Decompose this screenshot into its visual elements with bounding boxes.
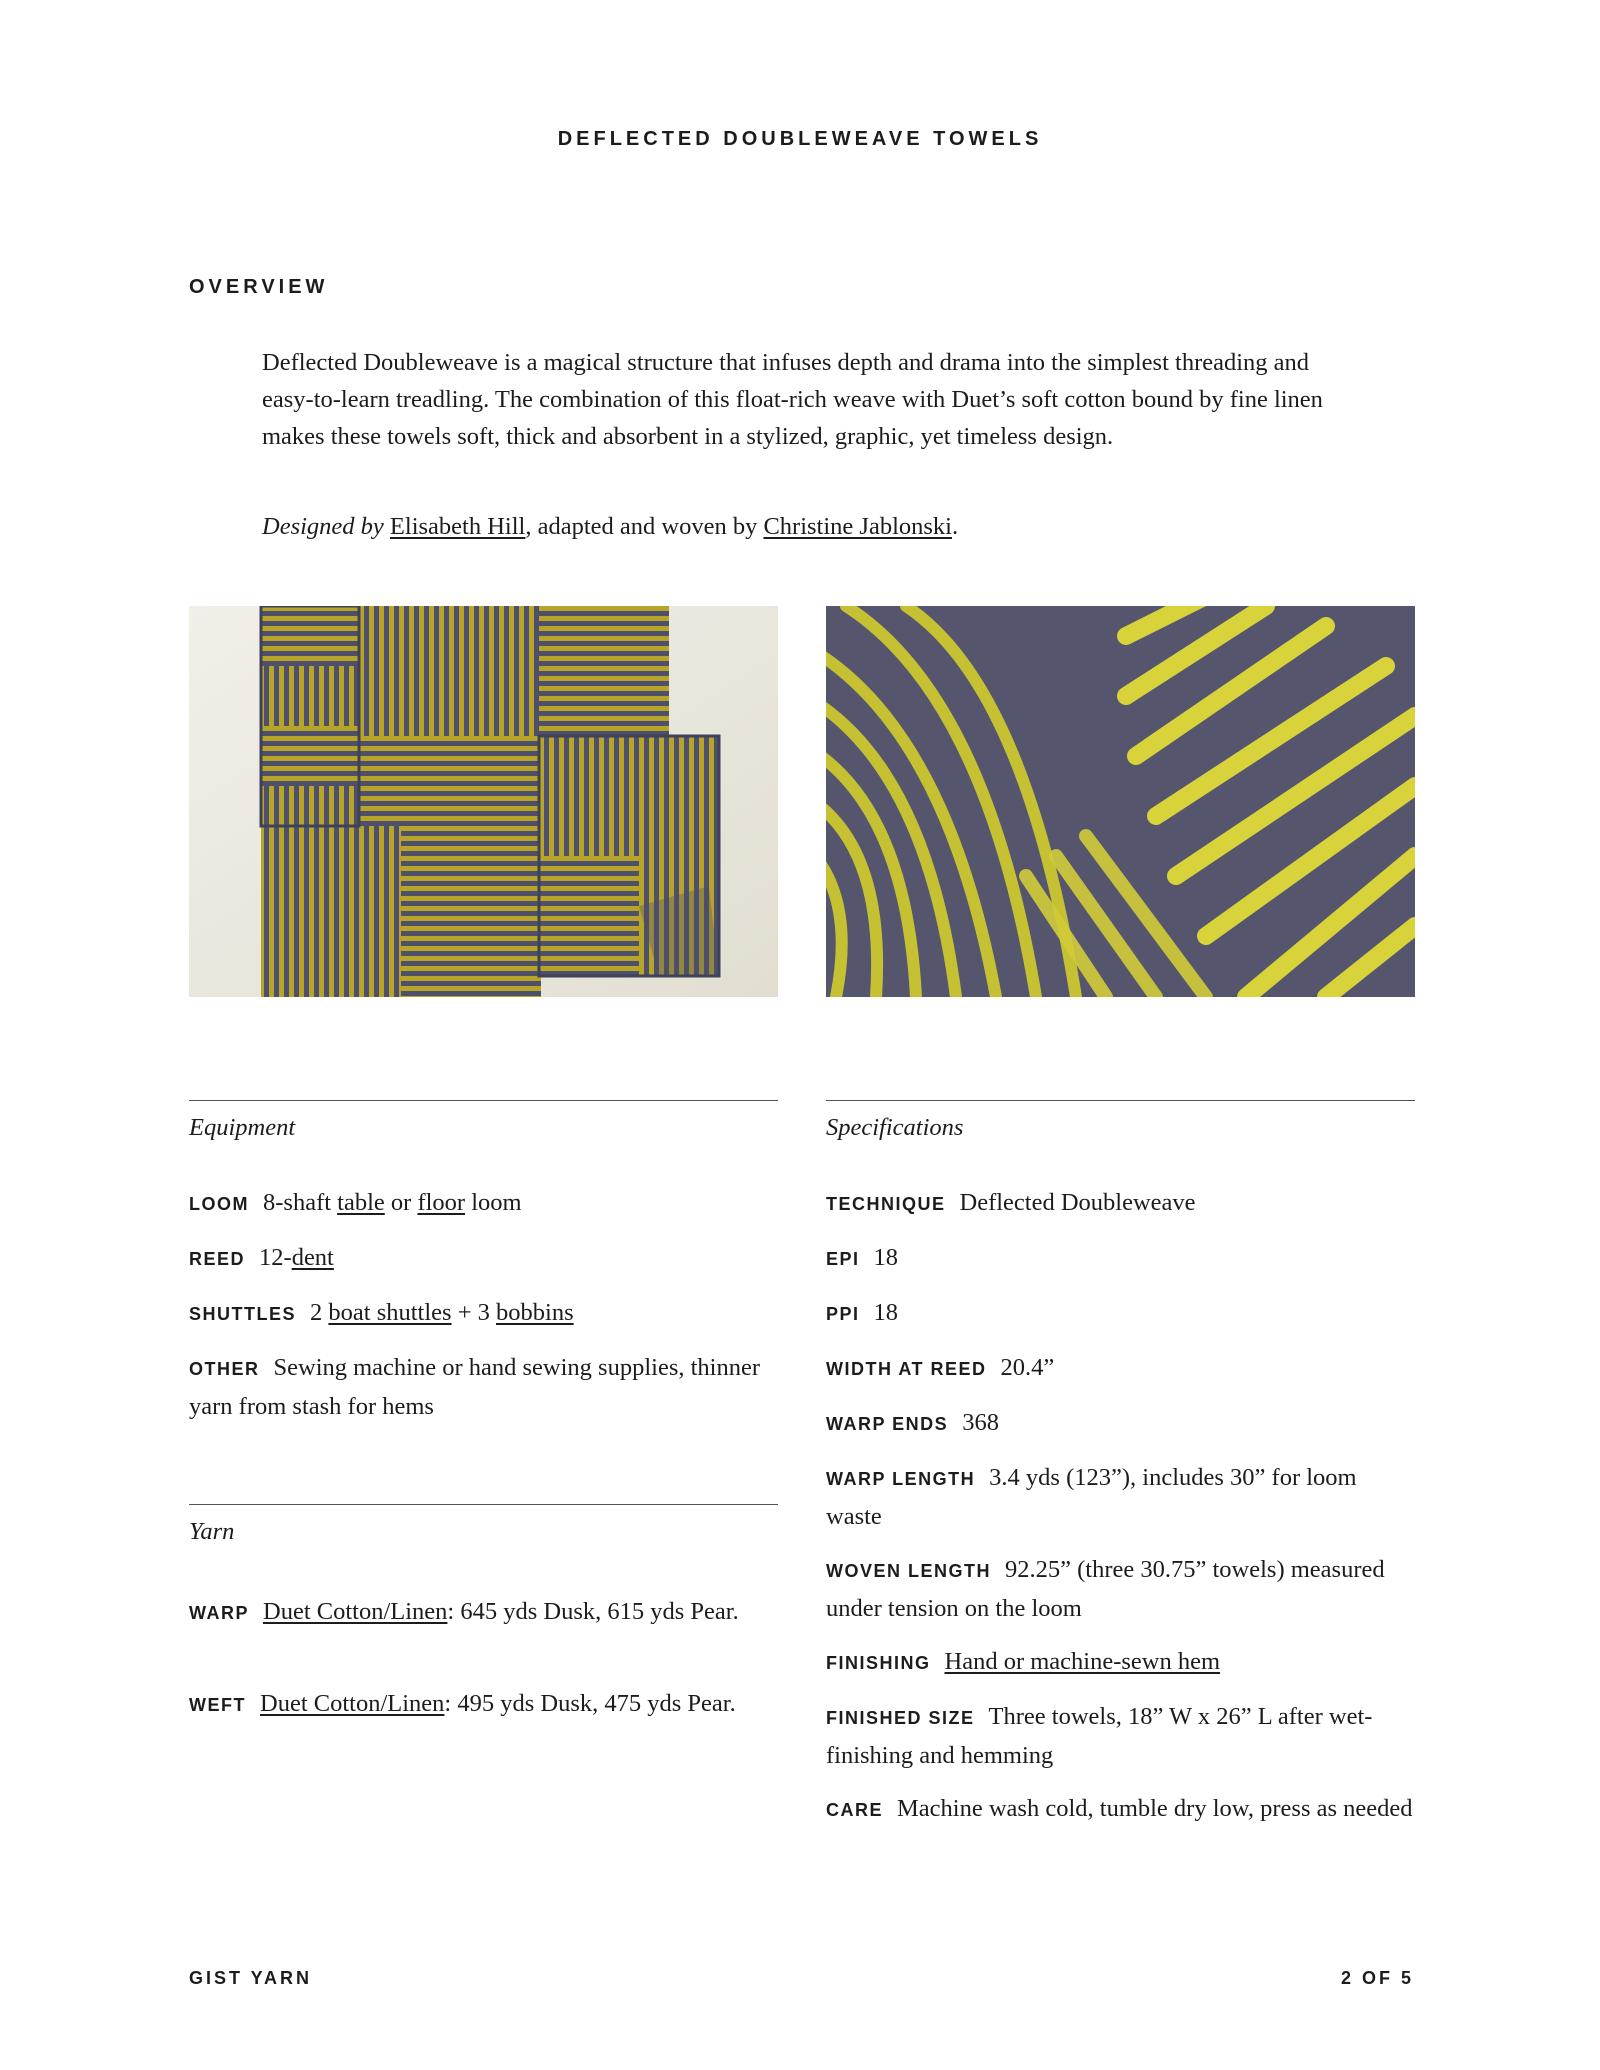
finished-size-value: Three towels, 18” W x 26” L after wet-finishing and hemming [826, 1703, 1373, 1769]
care-value: Machine wash cold, tumble dry low, press as needed [897, 1795, 1413, 1822]
weft-key: WEFT [189, 1695, 246, 1715]
epi-value: 18 [873, 1244, 899, 1271]
warp-ends-key: WARP ENDS [826, 1414, 949, 1434]
width-value: 20.4” [1000, 1354, 1055, 1381]
other-spec [189, 1349, 778, 1425]
other-value: Sewing machine or hand sewing supplies, thinner yarn from stash for hems [189, 1354, 761, 1420]
width-at-reed-spec [826, 1349, 1415, 1388]
equipment-divider [189, 1100, 778, 1101]
weft-yarn-link[interactable]: Duet Cotton/Linen [260, 1690, 445, 1717]
warp-length-spec [826, 1459, 1415, 1535]
hem-link[interactable]: Hand or machine-sewn hem [944, 1648, 1221, 1675]
warp-yarn-value: : 645 yds Dusk, 615 yds Pear. [447, 1598, 739, 1625]
specifications-label: Specifications [826, 1114, 964, 1141]
width-key: WIDTH AT REED [826, 1359, 987, 1379]
care-key: CARE [826, 1800, 884, 1820]
reed-spec [189, 1239, 778, 1278]
warp-ends-spec [826, 1404, 1415, 1443]
document-title: DEFLECTED DOUBLEWEAVE TOWELS [557, 128, 1043, 150]
yarn-divider [189, 1504, 778, 1505]
shuttles-text-mid: + 3 [451, 1299, 497, 1326]
loom-key: LOOM [189, 1194, 249, 1214]
weaver-link[interactable]: Christine Jablonski [763, 513, 952, 540]
technique-spec [826, 1184, 1415, 1223]
loom-text-mid: or [384, 1189, 418, 1216]
table-loom-link[interactable]: table [337, 1189, 385, 1216]
shuttles-text: 2 [310, 1299, 329, 1326]
technique-key: TECHNIQUE [826, 1194, 946, 1214]
finishing-key: FINISHING [826, 1653, 931, 1673]
credit-prefix: Designed by [262, 513, 384, 540]
reed-key: REED [189, 1249, 246, 1269]
warp-ends-value: 368 [962, 1409, 999, 1436]
floor-loom-link[interactable]: floor [417, 1189, 466, 1216]
weave-closeup-photo [826, 606, 1415, 997]
equipment-label: Equipment [189, 1114, 296, 1141]
finishing-spec [826, 1643, 1415, 1682]
overview-heading: OVERVIEW [189, 276, 329, 298]
warp-yarn-link[interactable]: Duet Cotton/Linen [263, 1598, 448, 1625]
weft-yarn-spec [189, 1685, 778, 1724]
page-number: 2 OF 5 [1340, 1968, 1414, 1988]
reed-text: 12- [259, 1244, 292, 1271]
finished-size-key: FINISHED SIZE [826, 1708, 975, 1728]
care-spec [826, 1790, 1415, 1829]
woven-length-spec [826, 1551, 1415, 1627]
woven-length-key: WOVEN LENGTH [826, 1561, 991, 1581]
credits-line [262, 508, 958, 545]
ppi-spec [826, 1294, 1415, 1333]
dent-link[interactable]: dent [291, 1244, 334, 1271]
ppi-key: PPI [826, 1304, 860, 1324]
woven-length-value: 92.25” (three 30.75” towels) measured under tension on the loom [826, 1556, 1385, 1622]
yarn-label: Yarn [189, 1518, 235, 1545]
shuttles-spec [189, 1294, 778, 1333]
credit-end: . [951, 513, 959, 540]
warp-yarn-spec [189, 1593, 778, 1632]
overview-paragraph: Deflected Doubleweave is a magical structure that infuses depth and drama into the simplest threading and easy-to-learn treadling. The combination of this float-rich weave with Duet’s soft cotton bound by fine linen makes these towels soft, thick and absorbent in a stylized, graphic, yet timeless design. [262, 349, 1323, 450]
technique-value: Deflected Doubleweave [959, 1189, 1196, 1216]
boat-shuttles-link[interactable]: boat shuttles [328, 1299, 452, 1326]
ppi-value: 18 [873, 1299, 899, 1326]
loom-text: 8-shaft [263, 1189, 338, 1216]
specifications-divider [826, 1100, 1415, 1101]
warp-length-value: 3.4 yds (123”), includes 30” for loom waste [826, 1464, 1357, 1530]
loom-spec [189, 1184, 778, 1223]
other-key: OTHER [189, 1359, 260, 1379]
footer-brand: GIST YARN [189, 1968, 313, 1988]
finished-size-spec [826, 1698, 1415, 1774]
warp-key: WARP [189, 1603, 249, 1623]
epi-key: EPI [826, 1249, 860, 1269]
epi-spec [826, 1239, 1415, 1278]
credit-middle: , adapted and woven by [525, 513, 764, 540]
bobbins-link[interactable]: bobbins [496, 1299, 574, 1326]
shuttles-key: SHUTTLES [189, 1304, 297, 1324]
weft-yarn-value: : 495 yds Dusk, 475 yds Pear. [444, 1690, 736, 1717]
warp-length-key: WARP LENGTH [826, 1469, 976, 1489]
towels-photo [189, 606, 778, 997]
designer-link[interactable]: Elisabeth Hill [389, 513, 526, 540]
loom-text-post: loom [465, 1189, 522, 1216]
